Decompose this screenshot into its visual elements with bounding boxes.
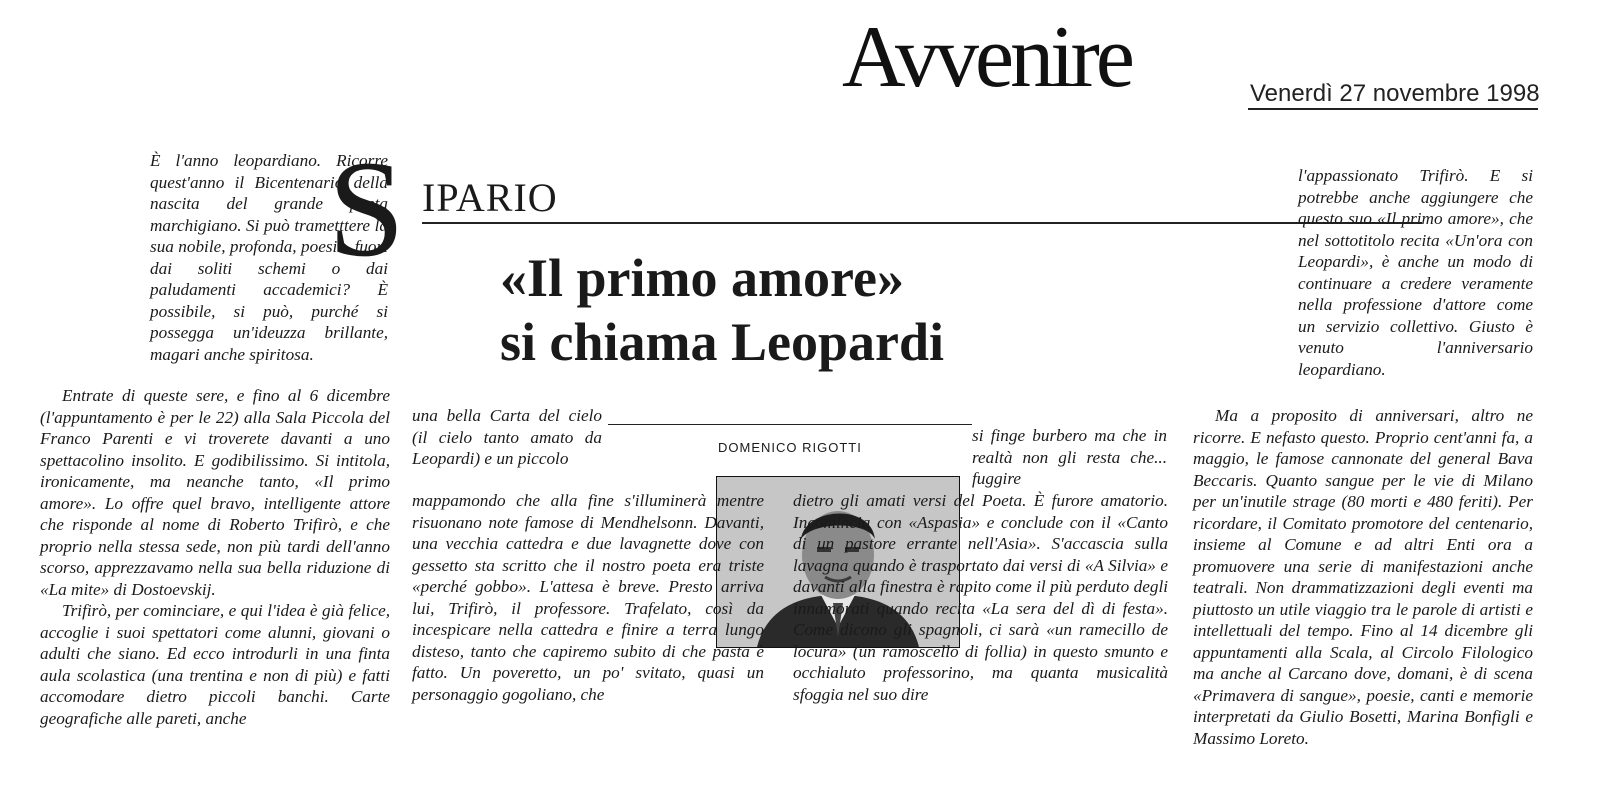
paragraph: dietro gli amati versi del Poeta. È furore amatorio. Incomincia con «Aspasia» e conclude con il «Canto di un pastore errante nell'Asia». S'accascia sulla lavagna quando è trasportato dai versi di «A Silvia» e davanti alla finestra è rapito come il più perduto degli innamorati quando recita «La sera del dì di festa». Come dicono gli spagnoli, ci sarà «un ramecillo de locura» (un ramoscello di follia) in questo smunto e occhialuto professorino, ma quanta musicalità sfoggia nel suo dire	[793, 491, 1168, 704]
column-4	[1193, 405, 1533, 749]
paragraph: È l'anno leopardiano. Ricorre quest'anno il Bicentenario della nascita del grande poeta marchigiano. Si può trametttere la sua nobile, profonda, poesia, fuori dai soliti schemi o dai paludamenti accademici? È possibile, si può, purché si possegga un'ideuzza brillante, magari anche spiritosa.	[150, 151, 388, 364]
issue-date: Venerdì 27 novembre 1998	[1250, 80, 1540, 107]
rubric-word: IPARIO	[422, 175, 558, 220]
column-2-top	[412, 405, 602, 470]
column-1-continued	[40, 385, 390, 729]
column-3-top	[972, 425, 1167, 490]
column-2	[412, 490, 764, 705]
paragraph: l'appassionato Trifirò. E si potrebbe anche aggiungere che questo suo «Il primo amore», che nel sottotitolo recita «Un'ora con Leopardi», è anche un modo di continuare a credere veramente nella professione d'attore come un servizio collettivo. Giusto è venuto l'anniversario leopardiano.	[1298, 166, 1533, 379]
headline-line-1: «Il primo amore»	[500, 248, 904, 308]
byline: DOMENICO RIGOTTI	[718, 440, 862, 455]
paragraph: si finge burbero ma che in realtà non gli resta che... fuggire	[972, 426, 1167, 488]
rubric-initial: S	[328, 132, 405, 285]
rubric-rule	[422, 222, 1422, 224]
masthead-logo: Avvenire	[842, 9, 1131, 106]
date-underline	[1248, 108, 1538, 110]
column-3	[793, 490, 1168, 705]
byline-rule	[608, 424, 972, 425]
headline	[500, 246, 944, 374]
paragraph: una bella Carta del cielo (il cielo tanto amato da Leopardi) e un piccolo	[412, 406, 602, 468]
column-4-top	[1298, 165, 1533, 380]
headline-line-2: si chiama Leopardi	[500, 312, 945, 372]
paragraph: mappamondo che alla fine s'illuminerà mentre risuonano note famose di Mendhelsonn. Davanti, una vecchia cattedra e due lavagnette dove con gessetto sta scritto che il nostro poeta era triste «perché gobbo». L'attesa è breve. Presto arriva lui, Trifirò, il professore. Trafelato, così da incespicare nella cattedra e finire a terra lungo disteso, tanto che capiremo subito di che pasta è fatto. Un poveretto, un po' svitato, quasi un personaggio gogoliano, che	[412, 491, 764, 704]
paragraph: Trifirò, per cominciare, e qui l'idea è già felice, accoglie i suoi spettatori come alunni, giovani o adulti che siano. Ed ecco introdurli in una finta aula scolastica (una trentina e non di più) e fatti accomodare dietro piccoli banchi. Carte geografiche alle pareti, anche	[40, 601, 390, 728]
paragraph: Ma a proposito di anniversari, altro ne ricorre. E nefasto questo. Proprio cent'anni fa, a maggio, le famose cannonate del general Bava Beccaris. Quanto sangue per le vie di Milano per un'inutile strage (80 morti e 480 feriti). Per ricordare, il Comitato promotore del centenario, insieme al Comune e ad altri Enti ora a promuovere una serie di manifestazioni anche teatrali. Non drammatizzazioni degli eventi ma piuttosto un utile viaggio tra le parole di artisti e intellettuali del tempo. Fino al 14 dicembre gli appuntamenti alla Scala, al Circolo Filologico ma anche al Carcano dove, domani, è di scena «Primavera di sangue», poesie, canti e memorie interpretati da Giulio Bosetti, Marina Bonfigli e Massimo Loreto.	[1193, 406, 1533, 748]
paragraph: Entrate di queste sere, e fino al 6 dicembre (l'appuntamento è per le 22) alla Sala Piccola del Franco Parenti e vi troverete davanti a uno spettacolino insolito. E godibilissimo. Si intitola, ironicamente, ma neanche tanto, «Il primo amore». Lo offre quel bravo, intelligente attore che risponde al nome di Roberto Trifirò, e che proprio nella stessa sede, non più tardi dell'anno scorso, apprezzavamo nella sua bella riduzione di «La mite» di Dostoevskij.	[40, 386, 390, 599]
